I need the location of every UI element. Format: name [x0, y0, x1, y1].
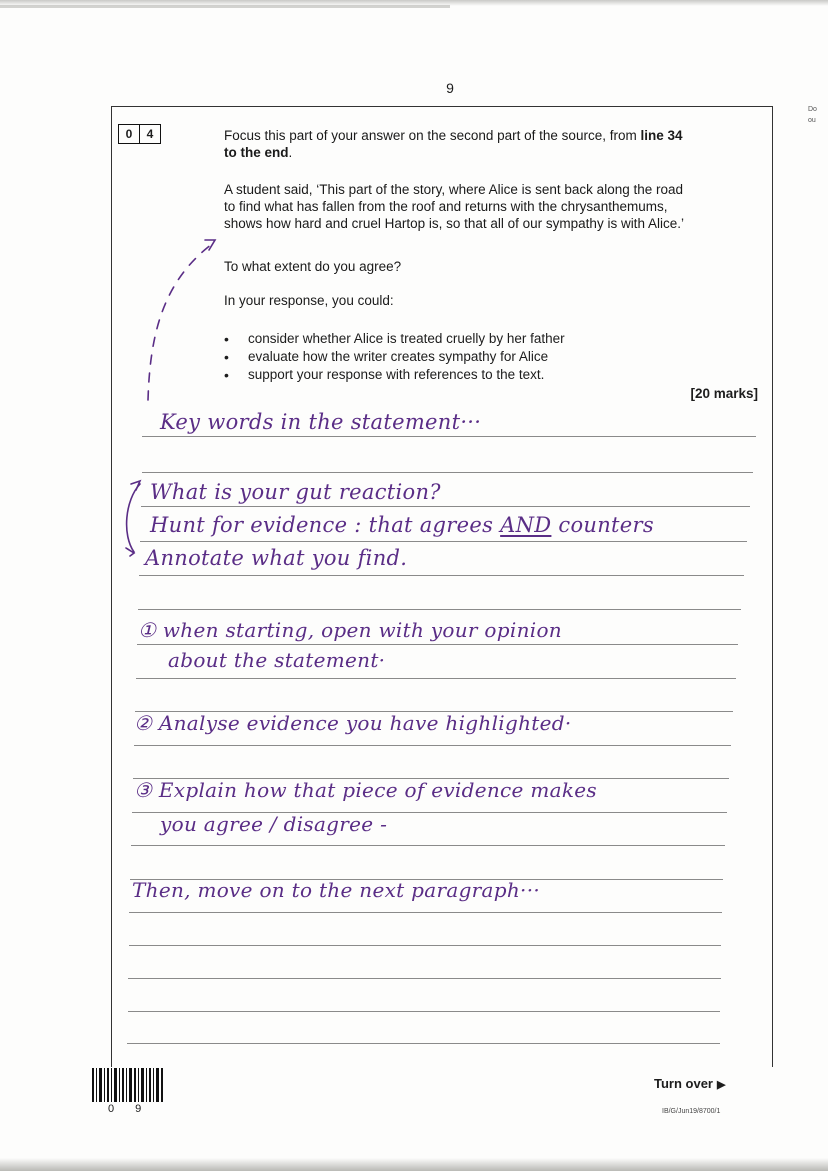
answer-line — [141, 506, 750, 507]
question-number-box — [118, 124, 161, 144]
paper-reference: IB/G/Jun19/8700/1 — [662, 1108, 721, 1115]
hunt-text: Hunt for evidence : that agrees — [150, 513, 501, 537]
marks-label: [20 marks] — [690, 386, 758, 401]
handwritten-hunt-evidence — [150, 513, 654, 537]
list-item: • support your response with references to the text. — [224, 366, 565, 384]
response-intro: In your response, you could: — [224, 293, 394, 308]
answer-line — [129, 945, 721, 946]
handwritten-step-1-cont: about the statement· — [168, 648, 386, 672]
barcode-number: 0 9 — [108, 1103, 151, 1115]
list-item: • evaluate how the writer creates sympathy for Alice — [224, 348, 565, 366]
handwritten-gut-reaction: What is your gut reaction? — [150, 480, 441, 504]
handwritten-step-2: ② Analyse evidence you have highlighted· — [134, 711, 572, 735]
focus-instruction — [224, 127, 764, 161]
question-text: To what extent do you agree? — [224, 259, 402, 274]
answer-line — [127, 1043, 720, 1044]
question-digit: 0 — [118, 124, 140, 144]
answer-line — [134, 745, 731, 746]
statement-line: to find what has fallen from the roof and returns with the chrysanthemums, — [224, 199, 668, 214]
turn-over-label — [654, 1076, 725, 1091]
handwritten-annotate: Annotate what you find. — [145, 546, 408, 570]
list-item: • consider whether Alice is treated cruelly by her father — [224, 330, 565, 348]
turn-over-text: Turn over — [654, 1076, 713, 1091]
margin-note-line-1: Do — [808, 106, 817, 113]
focus-text: Focus this part of your answer on the second part of the source, from — [224, 128, 641, 143]
play-triangle-icon: ▶ — [717, 1079, 726, 1091]
answer-line — [136, 678, 736, 679]
handwritten-step-3: ③ Explain how that piece of evidence makes — [134, 778, 597, 802]
scan-smudge — [0, 5, 450, 8]
answer-line — [142, 436, 756, 437]
answer-line — [129, 912, 722, 913]
student-statement — [224, 181, 684, 232]
answer-line — [131, 845, 725, 846]
answer-line — [140, 541, 747, 542]
hunt-and: AND — [500, 513, 552, 537]
focus-period: . — [288, 145, 293, 160]
answer-line — [138, 609, 741, 610]
hunt-counters: counters — [551, 513, 654, 537]
handwritten-key-words: Key words in the statement··· — [160, 410, 482, 434]
handwritten-step-3-cont: you agree / disagree - — [160, 812, 388, 836]
answer-line — [139, 575, 744, 576]
handwritten-step-1: ① when starting, open with your opinion — [138, 618, 562, 642]
answer-line — [137, 644, 738, 645]
response-suggestions — [224, 330, 565, 384]
focus-line-ref: line 34 — [640, 128, 683, 143]
page-bottom-edge — [0, 1158, 828, 1171]
handwritten-next-paragraph: Then, move on to the next paragraph··· — [132, 878, 541, 902]
answer-line — [142, 472, 753, 473]
barcode — [92, 1068, 164, 1102]
statement-line: shows how hard and cruel Hartop is, so that all of our sympathy is with Alice.’ — [224, 216, 684, 231]
answer-frame — [111, 106, 773, 1067]
focus-end-ref: to the end — [224, 145, 289, 160]
statement-line: A student said, ‘This part of the story, where Alice is sent back along the road — [224, 182, 683, 197]
answer-line — [128, 978, 721, 979]
page-number: 9 — [446, 80, 454, 96]
answer-line — [128, 1011, 720, 1012]
margin-note-line-2: ou — [808, 117, 816, 124]
question-digit: 4 — [140, 124, 161, 144]
